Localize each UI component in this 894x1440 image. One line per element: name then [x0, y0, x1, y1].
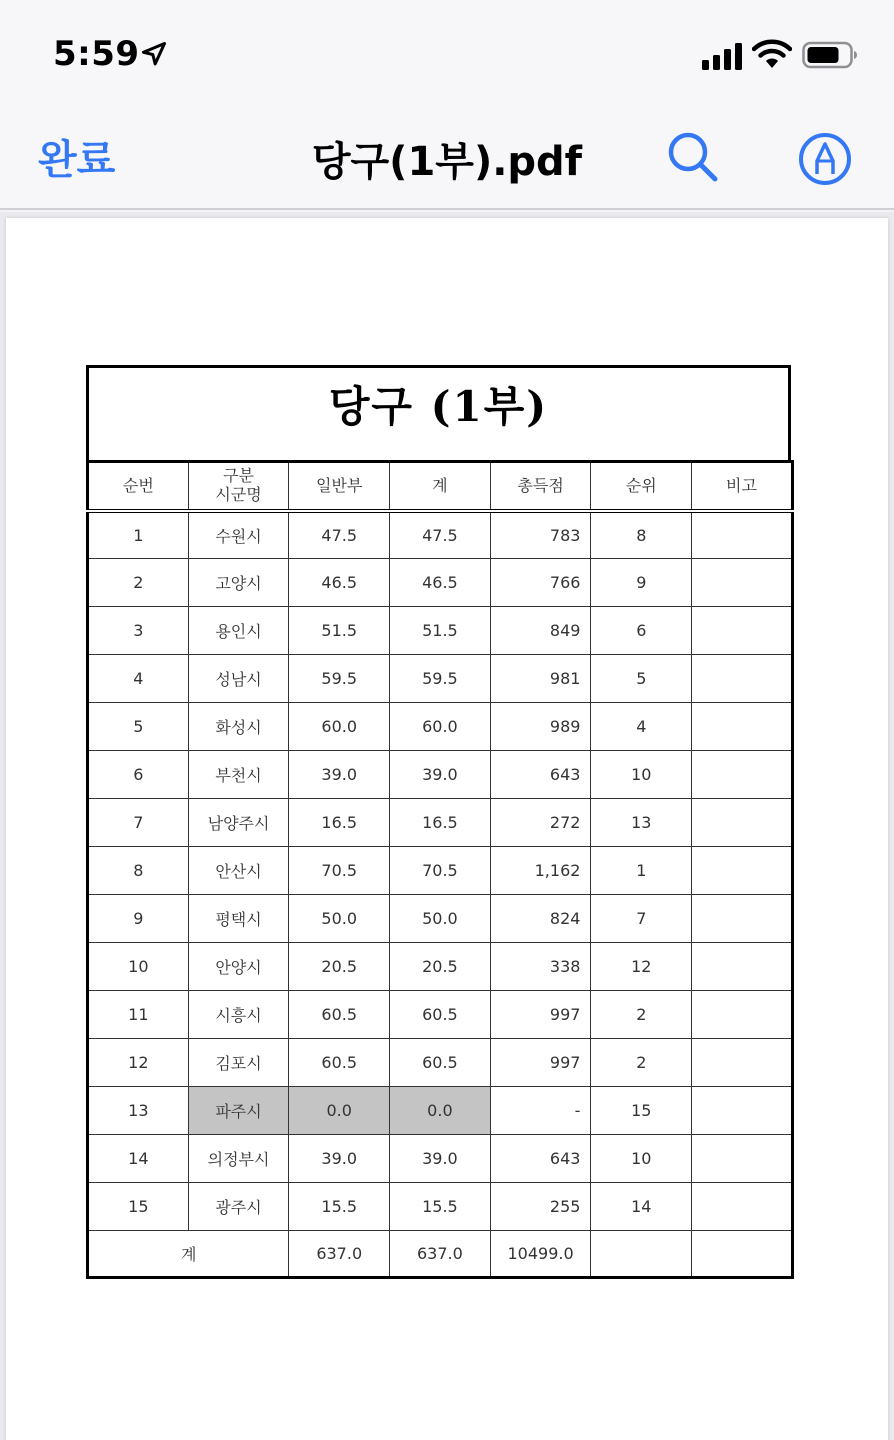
cell-general: 47.5: [289, 511, 390, 559]
cell-sum: 47.5: [390, 511, 491, 559]
footer-note: [692, 1231, 793, 1278]
done-button[interactable]: 완료: [38, 128, 115, 185]
cell-city: 고양시: [188, 559, 289, 607]
table-row: [88, 943, 793, 991]
table-title: 당구 (1부): [328, 382, 549, 431]
cell-seq: 1: [88, 511, 189, 559]
cell-rank: 12: [591, 943, 692, 991]
table-row: [88, 1183, 793, 1231]
cell-total: 643: [490, 1135, 591, 1183]
header-seq: 순번: [88, 462, 189, 511]
navigation-bar: [0, 100, 894, 210]
cell-seq: 3: [88, 607, 189, 655]
wifi-icon: [752, 38, 792, 70]
status-bar: [0, 0, 894, 100]
table-row: [88, 1039, 793, 1087]
table-row: [88, 751, 793, 799]
cell-rank: 5: [591, 655, 692, 703]
cell-rank: 2: [591, 991, 692, 1039]
cell-sum: 60.0: [390, 703, 491, 751]
cell-rank: 6: [591, 607, 692, 655]
cell-note: [692, 799, 793, 847]
cellular-signal-icon: [702, 42, 744, 70]
cell-rank: 14: [591, 1183, 692, 1231]
cell-rank: 10: [591, 1135, 692, 1183]
cell-general: 20.5: [289, 943, 390, 991]
cell-seq: 9: [88, 895, 189, 943]
markup-button[interactable]: [796, 130, 854, 188]
cell-city: 파주시: [188, 1087, 289, 1135]
cell-general: 59.5: [289, 655, 390, 703]
cell-note: [692, 1039, 793, 1087]
cell-sum: 60.5: [390, 1039, 491, 1087]
cell-city: 평택시: [188, 895, 289, 943]
cell-sum: 46.5: [390, 559, 491, 607]
footer-general: 637.0: [289, 1231, 390, 1278]
table-row: [88, 559, 793, 607]
cell-seq: 2: [88, 559, 189, 607]
cell-rank: 4: [591, 703, 692, 751]
cell-seq: 5: [88, 703, 189, 751]
results-table: [86, 460, 794, 1279]
cell-sum: 60.5: [390, 991, 491, 1039]
cell-seq: 11: [88, 991, 189, 1039]
cell-sum: 50.0: [390, 895, 491, 943]
table-row: [88, 991, 793, 1039]
cell-sum: 70.5: [390, 847, 491, 895]
table-footer-row: [88, 1231, 793, 1278]
table-title-box: [86, 365, 791, 460]
cell-note: [692, 703, 793, 751]
cell-city: 화성시: [188, 703, 289, 751]
cell-total: 989: [490, 703, 591, 751]
cell-city: 남양주시: [188, 799, 289, 847]
pdf-page: [6, 218, 888, 1440]
cell-total: 766: [490, 559, 591, 607]
header-total-score: 총득점: [490, 462, 591, 511]
cell-general: 0.0: [289, 1087, 390, 1135]
cell-general: 70.5: [289, 847, 390, 895]
cell-note: [692, 511, 793, 559]
table-row: [88, 607, 793, 655]
cell-seq: 15: [88, 1183, 189, 1231]
cell-note: [692, 991, 793, 1039]
cell-total: -: [490, 1087, 591, 1135]
cell-seq: 13: [88, 1087, 189, 1135]
cell-note: [692, 895, 793, 943]
cell-note: [692, 943, 793, 991]
status-time: 5:59: [53, 34, 140, 74]
document-title: 당구(1부).pdf: [311, 139, 583, 185]
cell-rank: 10: [591, 751, 692, 799]
cell-general: 60.0: [289, 703, 390, 751]
cell-seq: 14: [88, 1135, 189, 1183]
cell-general: 46.5: [289, 559, 390, 607]
footer-rank: [591, 1231, 692, 1278]
cell-general: 60.5: [289, 1039, 390, 1087]
footer-sum: 637.0: [390, 1231, 491, 1278]
header-note: 비고: [692, 462, 793, 511]
header-category-top: 구분: [223, 466, 254, 486]
cell-general: 39.0: [289, 751, 390, 799]
cell-sum: 0.0: [390, 1087, 491, 1135]
cell-city: 수원시: [188, 511, 289, 559]
cell-rank: 13: [591, 799, 692, 847]
location-arrow-icon: [140, 40, 168, 68]
cell-total: 997: [490, 991, 591, 1039]
cell-rank: 7: [591, 895, 692, 943]
cell-city: 광주시: [188, 1183, 289, 1231]
cell-rank: 9: [591, 559, 692, 607]
table-row: [88, 895, 793, 943]
footer-label: 계: [88, 1231, 289, 1278]
table-row: [88, 847, 793, 895]
document-viewer[interactable]: [0, 212, 894, 1440]
cell-sum: 59.5: [390, 655, 491, 703]
cell-general: 39.0: [289, 1135, 390, 1183]
cell-note: [692, 559, 793, 607]
cell-seq: 10: [88, 943, 189, 991]
header-category-bottom: 시군명: [215, 484, 262, 504]
cell-total: 981: [490, 655, 591, 703]
cell-total: 783: [490, 511, 591, 559]
cell-seq: 7: [88, 799, 189, 847]
cell-total: 849: [490, 607, 591, 655]
cell-rank: 1: [591, 847, 692, 895]
cell-city: 용인시: [188, 607, 289, 655]
search-icon: [664, 128, 722, 186]
cell-sum: 15.5: [390, 1183, 491, 1231]
cell-total: 1,162: [490, 847, 591, 895]
cell-note: [692, 847, 793, 895]
cell-city: 시흥시: [188, 991, 289, 1039]
cell-note: [692, 1135, 793, 1183]
cell-seq: 12: [88, 1039, 189, 1087]
cell-total: 824: [490, 895, 591, 943]
cell-seq: 6: [88, 751, 189, 799]
cell-city: 의정부시: [188, 1135, 289, 1183]
cell-general: 60.5: [289, 991, 390, 1039]
cell-city: 안산시: [188, 847, 289, 895]
cell-rank: 15: [591, 1087, 692, 1135]
header-general: 일반부: [289, 462, 390, 511]
cell-general: 51.5: [289, 607, 390, 655]
cell-sum: 39.0: [390, 1135, 491, 1183]
cell-note: [692, 1087, 793, 1135]
table-header-row: [88, 462, 793, 511]
cell-total: 997: [490, 1039, 591, 1087]
header-rank: 순위: [591, 462, 692, 511]
cell-seq: 4: [88, 655, 189, 703]
cell-sum: 16.5: [390, 799, 491, 847]
cell-city: 안양시: [188, 943, 289, 991]
cell-total: 338: [490, 943, 591, 991]
cell-total: 272: [490, 799, 591, 847]
cell-seq: 8: [88, 847, 189, 895]
cell-note: [692, 607, 793, 655]
table-row: [88, 1135, 793, 1183]
cell-general: 15.5: [289, 1183, 390, 1231]
cell-total: 255: [490, 1183, 591, 1231]
table-row: [88, 655, 793, 703]
header-sum: 계: [390, 462, 491, 511]
markup-pen-icon: [796, 130, 854, 188]
table-row: [88, 1087, 793, 1135]
cell-city: 부천시: [188, 751, 289, 799]
cell-sum: 39.0: [390, 751, 491, 799]
search-button[interactable]: [664, 128, 722, 186]
cell-note: [692, 655, 793, 703]
cell-sum: 20.5: [390, 943, 491, 991]
table-row: [88, 703, 793, 751]
cell-city: 김포시: [188, 1039, 289, 1087]
battery-icon: [802, 40, 858, 70]
table-row: [88, 511, 793, 559]
cell-note: [692, 751, 793, 799]
cell-city: 성남시: [188, 655, 289, 703]
results-table-container: [86, 365, 791, 1279]
cell-rank: 8: [591, 511, 692, 559]
header-category: [188, 462, 289, 511]
table-row: [88, 799, 793, 847]
cell-sum: 51.5: [390, 607, 491, 655]
cell-rank: 2: [591, 1039, 692, 1087]
footer-total: 10499.0: [490, 1231, 591, 1278]
cell-note: [692, 1183, 793, 1231]
cell-total: 643: [490, 751, 591, 799]
cell-general: 16.5: [289, 799, 390, 847]
cell-general: 50.0: [289, 895, 390, 943]
